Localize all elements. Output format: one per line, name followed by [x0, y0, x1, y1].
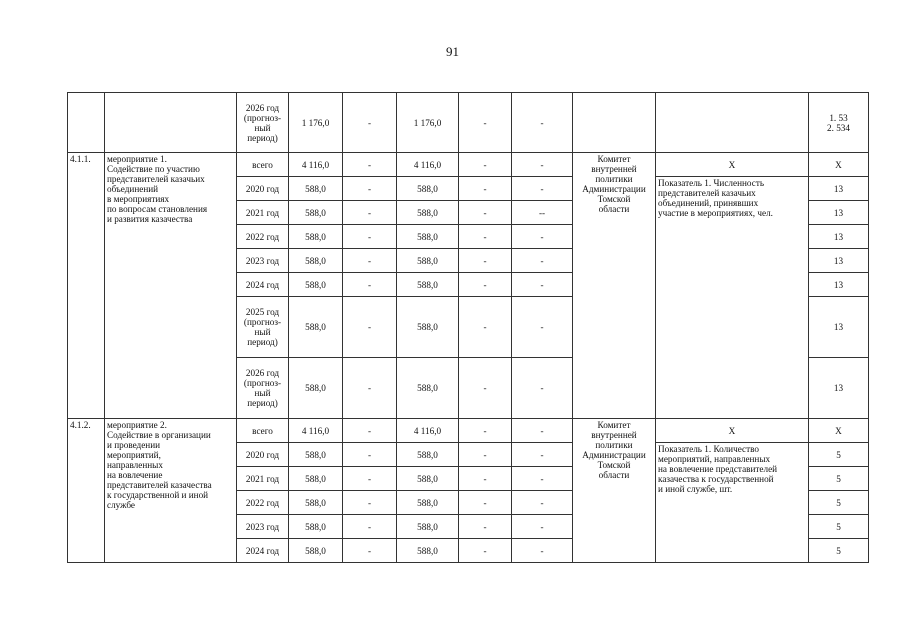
cell-total: 588,0: [289, 515, 343, 539]
cell-year: 2025 год (прогноз- ный период): [237, 297, 289, 358]
indicator-header: Х: [656, 419, 809, 443]
cell-local: -: [459, 297, 512, 358]
cell-name: [105, 93, 237, 153]
activity-number: 4.1.2.: [68, 419, 105, 563]
table-row: [68, 93, 869, 153]
cell-federal: -: [343, 201, 397, 225]
cell-other: -: [512, 93, 573, 153]
cell-local: -: [459, 419, 512, 443]
cell-regional: 588,0: [397, 225, 459, 249]
cell-other: -: [512, 225, 573, 249]
cell-other: -: [512, 153, 573, 177]
cell-total: 588,0: [289, 177, 343, 201]
cell-indicator-value: 13: [809, 358, 869, 419]
cell-total: 588,0: [289, 358, 343, 419]
cell-local: -: [459, 201, 512, 225]
cell-indicator-value: 13: [809, 201, 869, 225]
cell-total: 588,0: [289, 225, 343, 249]
cell-indicator-value: 13: [809, 297, 869, 358]
cell-year: всего: [237, 419, 289, 443]
cell-federal: -: [343, 249, 397, 273]
cell-total: 4 116,0: [289, 419, 343, 443]
table-row: [68, 419, 869, 443]
cell-other: -: [512, 273, 573, 297]
cell-other: -: [512, 419, 573, 443]
cell-regional: 4 116,0: [397, 153, 459, 177]
cell-year: 2024 год: [237, 539, 289, 563]
cell-total: 588,0: [289, 201, 343, 225]
cell-regional: 588,0: [397, 177, 459, 201]
cell-total: 1 176,0: [289, 93, 343, 153]
cell-local: -: [459, 225, 512, 249]
indicator-header: Х: [656, 153, 809, 177]
cell-year: 2021 год: [237, 467, 289, 491]
cell-indicator-value: 5: [809, 443, 869, 467]
cell-total: 588,0: [289, 273, 343, 297]
cell-year: 2022 год: [237, 491, 289, 515]
cell-indicator: [656, 93, 809, 153]
cell-indicator-value: Х: [809, 153, 869, 177]
cell-total: 588,0: [289, 249, 343, 273]
cell-other: -: [512, 297, 573, 358]
cell-local: -: [459, 443, 512, 467]
activity-executor: Комитет внутренней политики Администрации Томской области: [573, 419, 656, 563]
cell-other: -: [512, 177, 573, 201]
cell-federal: -: [343, 358, 397, 419]
cell-local: -: [459, 249, 512, 273]
cell-federal: -: [343, 225, 397, 249]
cell-federal: -: [343, 491, 397, 515]
cell-regional: 588,0: [397, 539, 459, 563]
activity-executor: Комитет внутренней политики Администрации Томской области: [573, 153, 656, 419]
cell-other: --: [512, 201, 573, 225]
cell-regional: 588,0: [397, 467, 459, 491]
cell-num: [68, 93, 105, 153]
cell-regional: 588,0: [397, 249, 459, 273]
cell-federal: -: [343, 419, 397, 443]
cell-year: 2022 год: [237, 225, 289, 249]
cell-federal: -: [343, 177, 397, 201]
cell-year: 2021 год: [237, 201, 289, 225]
cell-local: -: [459, 467, 512, 491]
cell-federal: -: [343, 539, 397, 563]
cell-regional: 588,0: [397, 201, 459, 225]
cell-regional: 588,0: [397, 273, 459, 297]
cell-total: 4 116,0: [289, 153, 343, 177]
page-number: 91: [446, 44, 459, 59]
cell-total: 588,0: [289, 443, 343, 467]
cell-indicator-value: 5: [809, 467, 869, 491]
cell-regional: 4 116,0: [397, 419, 459, 443]
cell-other: -: [512, 249, 573, 273]
cell-indicator-value: 13: [809, 225, 869, 249]
cell-local: -: [459, 273, 512, 297]
cell-year: 2023 год: [237, 515, 289, 539]
cell-total: 588,0: [289, 539, 343, 563]
cell-local: -: [459, 93, 512, 153]
cell-local: -: [459, 539, 512, 563]
cell-indicator-value: 13: [809, 273, 869, 297]
activity-number: 4.1.1.: [68, 153, 105, 419]
cell-local: -: [459, 153, 512, 177]
cell-year: 2020 год: [237, 177, 289, 201]
cell-total: 588,0: [289, 491, 343, 515]
cell-other: -: [512, 443, 573, 467]
cell-local: -: [459, 515, 512, 539]
cell-other: -: [512, 539, 573, 563]
cell-federal: -: [343, 515, 397, 539]
cell-indicator-value: 5: [809, 491, 869, 515]
table-row: [68, 153, 869, 177]
cell-local: -: [459, 358, 512, 419]
cell-year: 2020 год: [237, 443, 289, 467]
cell-indicator-value: 1. 53 2. 534: [809, 93, 869, 153]
cell-federal: -: [343, 297, 397, 358]
cell-regional: 588,0: [397, 491, 459, 515]
indicator-description: Показатель 1. Численность представителей казачьих объединений, принявших участие в мероприятиях, чел.: [656, 177, 809, 419]
cell-federal: -: [343, 273, 397, 297]
cell-indicator-value: Х: [809, 419, 869, 443]
cell-indicator-value: 5: [809, 515, 869, 539]
cell-total: 588,0: [289, 297, 343, 358]
cell-regional: 588,0: [397, 358, 459, 419]
cell-other: -: [512, 515, 573, 539]
activity-name: мероприятие 2. Содействие в организации и проведении мероприятий, направленных на вовлечение представителей казачества к государственной и иной службе: [105, 419, 237, 563]
cell-indicator-value: 13: [809, 177, 869, 201]
cell-regional: 1 176,0: [397, 93, 459, 153]
cell-other: -: [512, 358, 573, 419]
cell-year: 2026 год (прогноз- ный период): [237, 358, 289, 419]
cell-federal: -: [343, 443, 397, 467]
cell-federal: -: [343, 467, 397, 491]
cell-year: 2024 год: [237, 273, 289, 297]
cell-regional: 588,0: [397, 515, 459, 539]
cell-indicator-value: 5: [809, 539, 869, 563]
indicator-description: Показатель 1. Количество мероприятий, направленных на вовлечение представителей казачества к государственной и иной службе, шт.: [656, 443, 809, 563]
activity-name: мероприятие 1. Содействие по участию представителей казачьих объединений в мероприятиях по вопросам становления и развития казачества: [105, 153, 237, 419]
cell-executor: [573, 93, 656, 153]
cell-other: -: [512, 467, 573, 491]
cell-local: -: [459, 491, 512, 515]
cell-year: всего: [237, 153, 289, 177]
cell-total: 588,0: [289, 467, 343, 491]
cell-other: -: [512, 491, 573, 515]
cell-regional: 588,0: [397, 443, 459, 467]
program-table: [67, 92, 869, 563]
cell-year: 2023 год: [237, 249, 289, 273]
cell-federal: -: [343, 153, 397, 177]
cell-indicator-value: 13: [809, 249, 869, 273]
cell-year: 2026 год (прогноз- ный период): [237, 93, 289, 153]
cell-local: -: [459, 177, 512, 201]
cell-federal: -: [343, 93, 397, 153]
cell-regional: 588,0: [397, 297, 459, 358]
